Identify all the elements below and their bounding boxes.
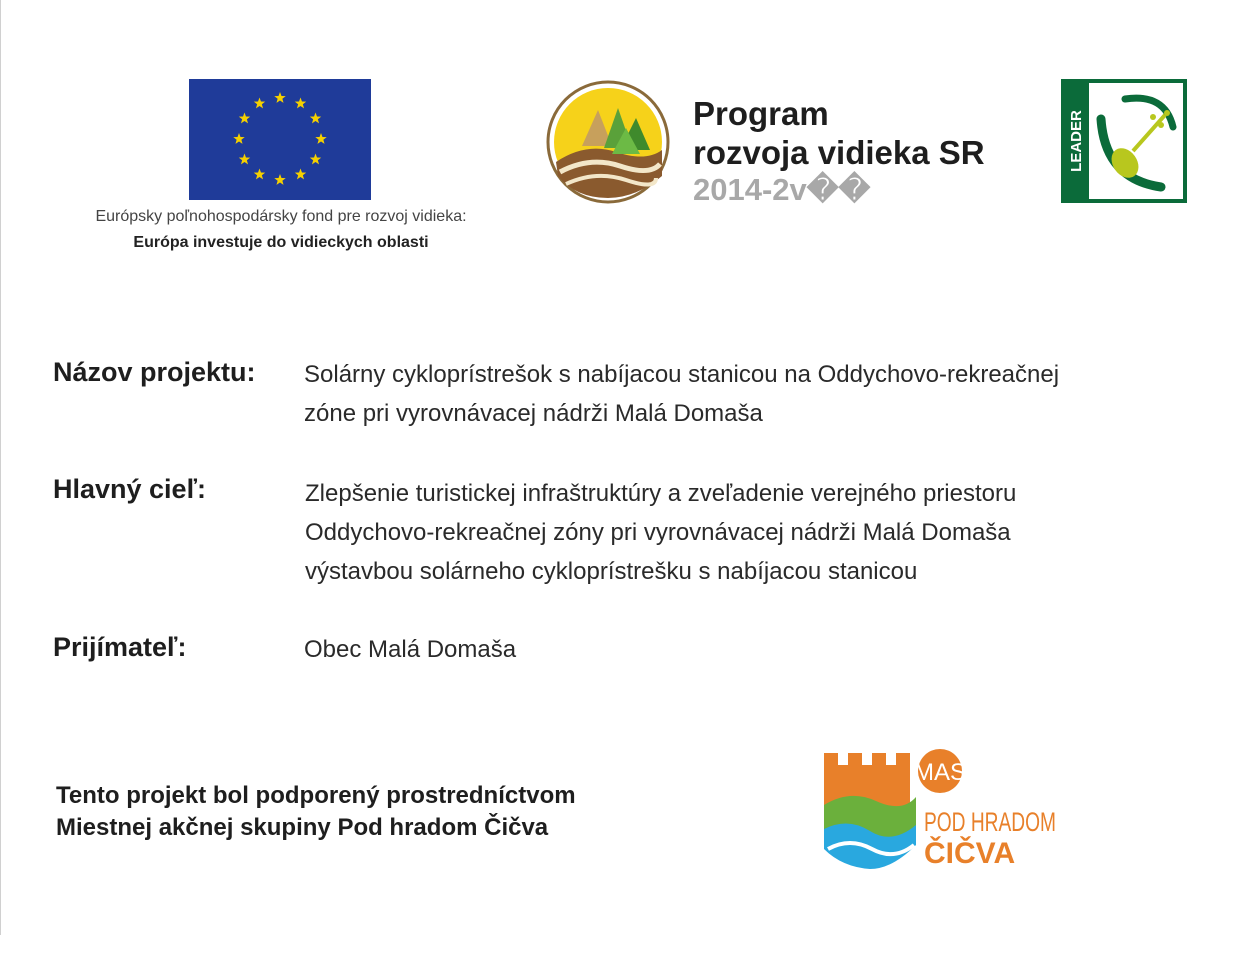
prv-title-line1: Program [693,95,829,132]
leader-logo-icon [1061,79,1187,203]
mas-logo-word3: ČIČVA [924,837,1016,870]
recipient-label: Prijímateľ: [53,632,187,662]
project-name-line: Solárny cykloprístrešok s nabíjacou stanicou na Oddychovo-rekreačnej [304,361,1060,388]
main-goal-line: Zlepšenie turistickej infraštruktúry a zveľadenie verejného priestoru [305,480,1017,507]
eu-flag-icon [189,79,371,200]
main-goal-line: výstavbou solárneho cykloprístrešku s nabíjacou stanicou [305,558,918,585]
eu-caption-line2: Európa investuje do vidieckych oblasti [133,234,429,251]
mas-logo-icon [820,745,1060,870]
main-goal-label: Hlavný cieľ: [53,474,206,504]
prv-title-line3: 2014-2v�� [693,172,871,207]
main-goal-line: Oddychovo-rekreačnej zóny pri vyrovnávacej nádrži Malá Domaša [305,519,1011,546]
leader-logo-text: LEADER [1068,110,1085,172]
project-name-label: Názov projektu: [53,357,256,387]
recipient-value: Obec Malá Domaša [304,636,517,663]
project-name-line: zóne pri vyrovnávacej nádrži Malá Domaša [304,400,763,427]
page-edge-line [0,0,1,935]
mas-logo-word2: POD HRADOM [924,807,1056,837]
support-statement-line2: Miestnej akčnej skupiny Pod hradom Čičva [56,814,549,841]
support-statement-line1: Tento projekt bol podporený prostredníctvom [56,782,576,809]
prv-title-line2: rozvoja vidieka SR [693,134,985,171]
eu-caption-line1: Európsky poľnohospodársky fond pre rozvoj vidieka: [95,208,467,225]
project-name-value [304,355,1059,433]
prv-logo-icon [546,80,670,204]
main-goal-value [305,474,1016,591]
mas-logo-word1: MAS [913,759,967,786]
